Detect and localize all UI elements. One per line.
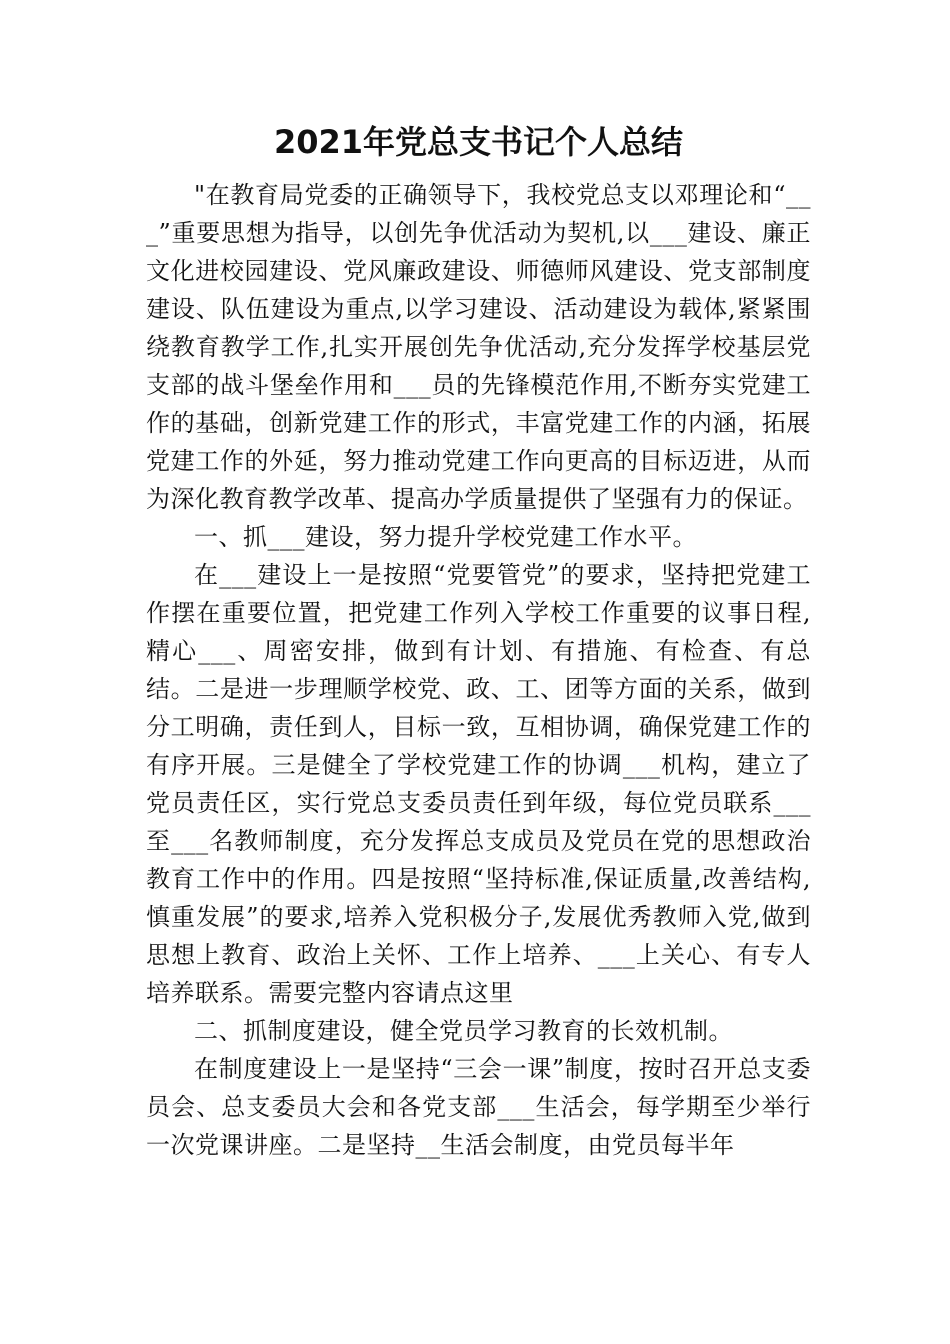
section-one-heading: 一、抓___建设，努力提升学校党建工作水平。 <box>194 523 697 551</box>
section-one-body: 在___建设上一是按照“党要管党”的要求，坚持把党建工作摆在重要位置，把党建工作列入学校工作重要的议事日程,精心___、周密安排，做到有计划、有措施、有检查、有总结。二是进一步理顺学校党、政、工、团等方面的关系，做到分工明确，责任到人，目标一致，互相协调，确保党建工作的有序开展。三是健全了学校党建工作的协调___机构，建立了党员责任区，实行党总支委员责任到年级，每位党员联系___至___名教师制度，充分发挥总支成员及党员在党的思想政治教育工作中的作用。四是按照“坚持标准,保证质量,改善结构,慎重发展”的要求,培养入党积极分子,发展优秀教师入党,做到思想上教育、政治上关怀、工作上培养、___上关心、有专人培养联系。需要完整内容请点这里 <box>146 561 811 1007</box>
document-title: 2021年党总支书记个人总结 <box>273 123 684 161</box>
document-page <box>146 118 811 1164</box>
intro-paragraph: "在教育局党委的正确领导下，我校党总支以邓理论和“___”重要思想为指导，以创先争优活动为契机,以___建设、廉正文化进校园建设、党风廉政建设、师德师风建设、党支部制度建设、队伍建设为重点,以学习建设、活动建设为载体,紧紧围绕教育教学工作,扎实开展创先争优活动,充分发挥学校基层党支部的战斗堡垒作用和___员的先锋模范作用,不断夯实党建工作的基础，创新党建工作的形式，丰富党建工作的内涵，拓展党建工作的外延，努力推动党建工作向更高的目标迈进，从而为深化教育教学改革、提高办学质量提供了坚强有力的保证。 <box>146 181 811 513</box>
section-two-body: 在制度建设上一是坚持“三会一课”制度，按时召开总支委员会、总支委员大会和各党支部___生活会，每学期至少举行一次党课讲座。二是坚持__生活会制度，由党员每半年 <box>146 1055 811 1159</box>
section-two-heading: 二、抓制度建设，健全党员学习教育的长效机制。 <box>194 1017 733 1045</box>
